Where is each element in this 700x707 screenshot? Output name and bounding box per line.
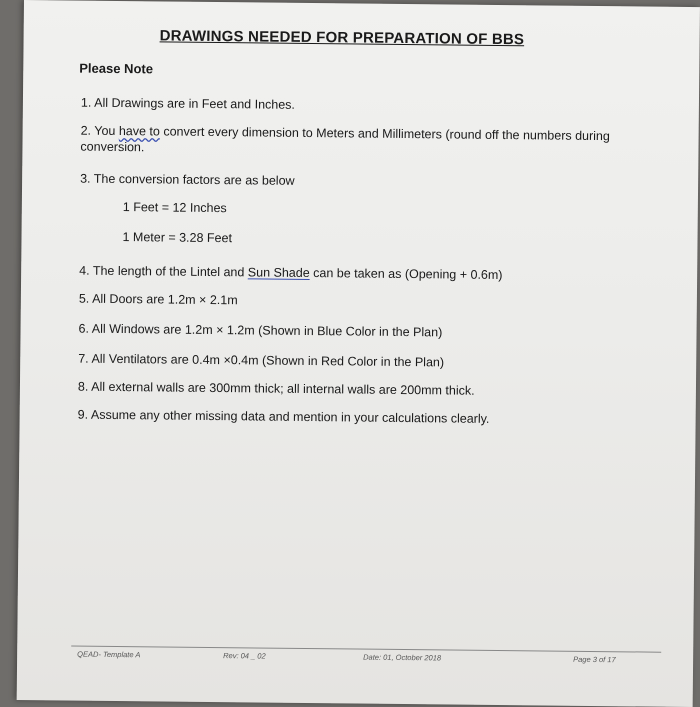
item-text: All external walls are 300mm thick; all internal walls are 200mm thick. bbox=[91, 379, 475, 398]
list-item bbox=[78, 321, 442, 341]
hyperlink-styled-text: Sun Shade bbox=[247, 265, 310, 281]
list-item bbox=[78, 407, 490, 427]
item-number: 7. bbox=[78, 351, 89, 366]
footer-revision: Rev: 04 _ 02 bbox=[223, 651, 266, 661]
list-item bbox=[79, 263, 503, 283]
item-text: All Doors are 1.2m × 2.1m bbox=[92, 291, 238, 308]
list-item bbox=[78, 351, 444, 371]
item-number: 4. bbox=[79, 263, 90, 278]
item-text: can be taken as (Opening + 0.6m) bbox=[309, 266, 503, 283]
list-item bbox=[80, 123, 650, 161]
footer-date: Date: 01, October 2018 bbox=[363, 652, 442, 663]
item-text: All Ventilators are 0.4m ×0.4m (Shown in Red Color in the Plan) bbox=[91, 351, 445, 370]
item-text: All Drawings are in Feet and Inches. bbox=[94, 95, 296, 112]
item-number: 3. bbox=[80, 171, 91, 186]
item-number: 2. bbox=[80, 123, 92, 138]
item-number: 8. bbox=[77, 379, 89, 394]
item-text: The conversion factors are as below bbox=[93, 171, 295, 188]
list-item bbox=[80, 171, 295, 189]
list-item bbox=[81, 95, 295, 113]
document-page bbox=[17, 0, 700, 707]
note-heading: Please Note bbox=[79, 60, 154, 77]
item-number: 5. bbox=[78, 291, 90, 306]
item-text: All Windows are 1.2m × 1.2m (Shown in Blue Color in the Plan) bbox=[91, 321, 443, 340]
item-text: convert every dimension to Meters and Millimeters (round off the numbers during bbox=[159, 124, 610, 144]
footer-template: QEAD- Template A bbox=[77, 649, 141, 660]
item-text: Assume any other missing data and mention in your calculations clearly. bbox=[90, 407, 490, 426]
conversion-factor: 1 Meter = 3.28 Feet bbox=[122, 230, 233, 246]
item-number: 9. bbox=[77, 407, 89, 422]
item-text: The length of the Lintel and bbox=[92, 263, 248, 280]
item-number: 6. bbox=[78, 321, 90, 336]
item-text: You bbox=[94, 123, 119, 139]
item-text-continued: conversion. bbox=[80, 139, 145, 155]
footer-page-number: Page 3 of 17 bbox=[573, 654, 616, 665]
conversion-factor: 1 Feet = 12 Inches bbox=[122, 200, 227, 216]
list-item bbox=[79, 291, 238, 309]
list-item bbox=[78, 379, 475, 399]
spellcheck-marked-text: have to bbox=[118, 124, 160, 139]
item-number: 1. bbox=[80, 95, 92, 110]
document-title: DRAWINGS NEEDED FOR PREPARATION OF BBS bbox=[159, 27, 525, 49]
